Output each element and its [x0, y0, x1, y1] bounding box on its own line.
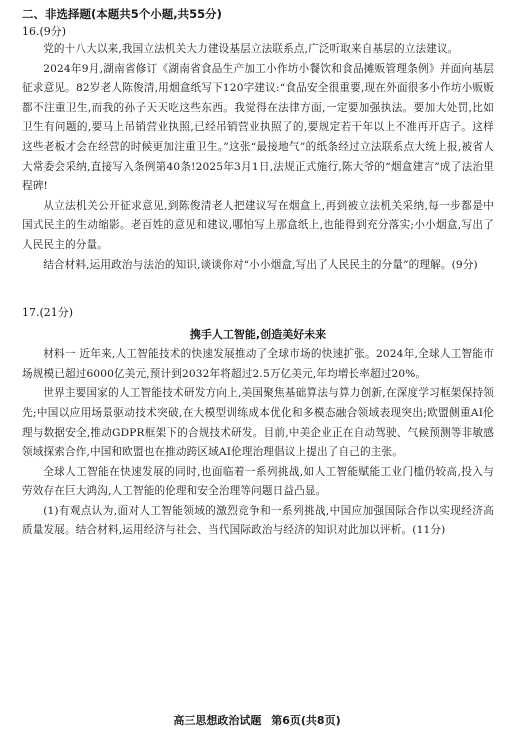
q16-paragraph: 党的十八大以来,我国立法机关大力建设基层立法联系点,广泛听取来自基层的立法建议。	[43, 43, 459, 55]
q17-question: (1)有观点认为,面对人工智能领域的激烈竞争和一系列挑战,中国应加强国际合作以实现经济高质量发展。结合材料,运用经济与社会、当代国际政治与经济的知识对此加以评析。(11分)	[22, 504, 494, 537]
q17-paragraph: 材料一 近年来,人工智能技术的快速发展推动了全球市场的快速扩张。2024年,全球人工智能市场规模已超过6000亿美元,预计到2032年将超过2.5万亿美元,年均增长率超过20%。	[22, 348, 494, 380]
exam-page	[22, 6, 494, 541]
question-17-head: 17.(21分)	[22, 306, 74, 320]
q16-paragraph: 2024年9月,湖南省修订《湖南省食品生产加工小作坊小餐饮和食品摊贩管理条例》并面向基层征求意见。82岁老人陈俊清,用烟盒纸写下120字建议:“食品安全很重要,现在外面很多小作坊小贩贩都不注重卫生,而我的孙子天天吃这些东西。我觉得在法律方面,一定要加强执法。要加大处罚,比如卫生有问题的,要马上吊销营业执照,已经吊销营业执照了的,要规定若干年以上不准再开店子。这样这些老板才会在经营的时候更加注重卫生。”这张“最接地气”的纸条经过立法联系点大统上报,被省人大常委会采纳,直接写入条例第40条!2025年3月1日,法规正式施行,陈大爷的“烟盒建言”成了法治里程碑!	[22, 62, 494, 193]
q17-paragraph: 全球人工智能在快速发展的同时,也面临着一系列挑战,如人工智能赋能工业门槛仍较高,投入与劳效存在巨大鸿沟,人工智能的伦理和安全治理等问题日益凸显。	[22, 465, 494, 498]
question-16-head: 16.(9分)	[22, 25, 67, 38]
q16-paragraph: 从立法机关公开征求意见,到陈俊清老人把建议写在烟盒上,再到被立法机关采纳,每一步都是中国式民主的生动缩影。老百姓的意见和建议,哪怕写上那盒纸上,也能得到充分落实;小小烟盒,写出了人民民主的分量。	[22, 199, 494, 251]
section-title: 二、非选择题(本题共5个小题,共55分)	[22, 7, 222, 21]
q17-paragraph: 世界主要国家的人工智能技术研发方向上,美国聚焦基础算法与算力创新,在深度学习框架保持领先;中国以应用场景驱动技术突破,在大模型训练成本优化和多模态融合领域表现突出;欧盟侧重AI伦理与数据安全,推动GDPR框架下的合规技术研发。目前,中美企业正在自动驾驶、气候预测等非敏感领域探索合作,中国和欧盟也在推动跨区域AI伦理治理倡议上提出了自己的主张。	[22, 387, 494, 459]
material-title: 携手人工智能,创造美好未来	[189, 328, 327, 342]
spacer	[22, 275, 494, 303]
page-footer	[0, 712, 514, 728]
exam-name: 高三思想政治试题	[173, 714, 262, 727]
q16-question: 结合材料,运用政治与法治的知识,谈谈你对“小小烟盒,写出了人民民主的分量”的理解。(9分)	[43, 258, 478, 271]
page-number: 第6页(共8页)	[271, 714, 341, 727]
